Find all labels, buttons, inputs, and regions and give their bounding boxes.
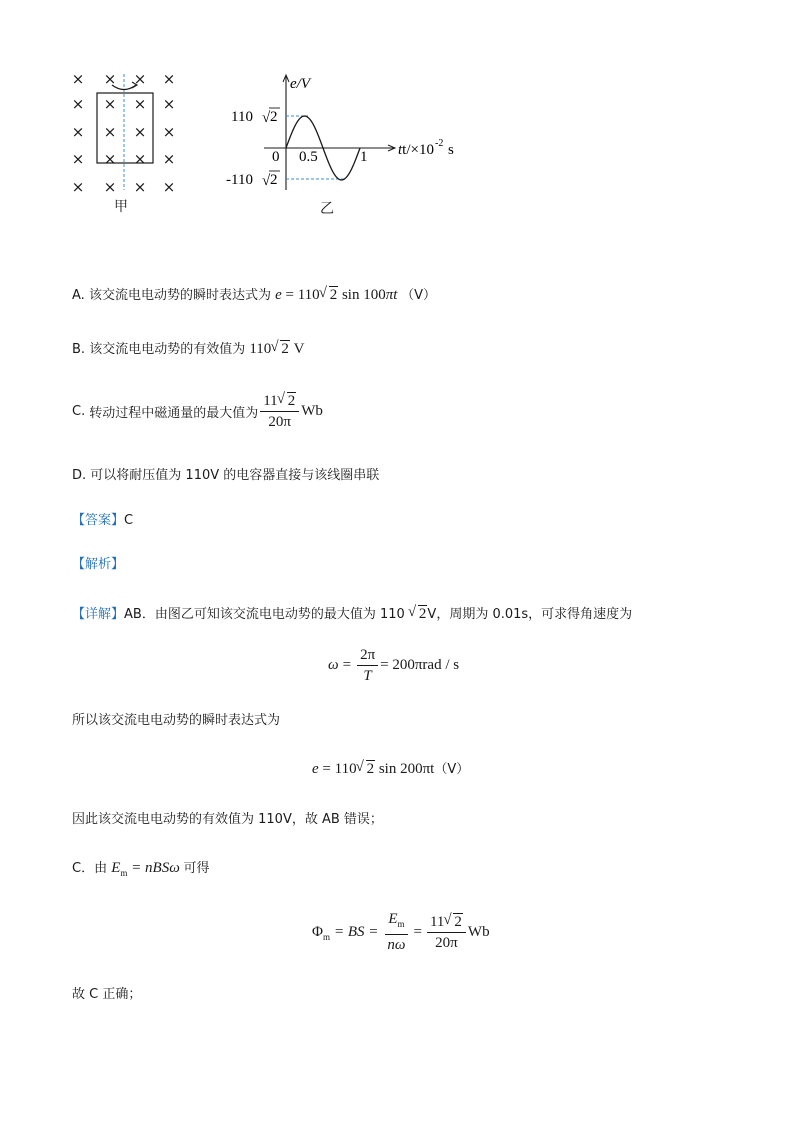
option-d-text: 可以将耐压值为 110V 的电容器直接与该线圈串联 xyxy=(90,468,380,483)
field-cross-icon: × xyxy=(162,123,176,141)
svg-text:tt/×10: tt/×10 xyxy=(398,142,434,158)
svg-text:√: √ xyxy=(262,110,271,126)
svg-text:-2: -2 xyxy=(435,138,444,149)
omega-formula: ω = $\frac{2\pi}{T}$ = 200πrad / s xyxy=(328,647,460,684)
svg-text:s: s xyxy=(448,142,454,158)
option-c-fraction: $\frac{11√ 2}{20\pi}$ xyxy=(260,392,299,431)
svg-text:110: 110 xyxy=(231,109,253,125)
phi-formula: Φ $_m$ = BS = $\frac{E_m}{n\omega}$ = $\frac{11√ 2}{20\pi}$ Wb xyxy=(312,910,490,954)
option-c-label: C. xyxy=(72,404,86,419)
field-cross-icon: × xyxy=(133,123,147,141)
field-cross-icon: × xyxy=(133,178,147,196)
field-cross-icon: × xyxy=(103,123,117,141)
tick-label-half: 0.5 xyxy=(299,149,318,165)
option-a[interactable] xyxy=(72,284,436,304)
field-cross-icon: × xyxy=(71,150,85,168)
option-b-label: B. xyxy=(72,342,86,357)
figure-jia-caption: 甲 xyxy=(114,199,128,215)
detail-line-2: 所以该交流电电动势的瞬时表达式为 xyxy=(72,713,281,728)
em-formula: $E_m = nBS\omega$ xyxy=(111,860,180,878)
y-max-label xyxy=(231,108,280,126)
figure-yi-svg xyxy=(222,66,472,196)
analysis-bracket: 【解析】 xyxy=(72,557,125,572)
option-c-unit: Wb xyxy=(301,403,323,419)
detail-line-4: C．由 $E_m = nBS\omega$ 可得 xyxy=(72,860,210,878)
svg-text:2: 2 xyxy=(270,109,278,125)
detail-bracket: 【详解】 xyxy=(72,607,125,622)
figure-yi-caption: 乙 xyxy=(320,201,334,217)
answer-value: C xyxy=(124,513,134,528)
option-d[interactable] xyxy=(72,464,379,483)
field-cross-icon: × xyxy=(133,150,147,168)
field-cross-icon: × xyxy=(103,70,117,88)
svg-text:2: 2 xyxy=(270,172,278,188)
field-cross-icon: × xyxy=(103,150,117,168)
option-d-label: D. xyxy=(72,468,87,483)
x-axis-label xyxy=(398,138,454,158)
figure-jia xyxy=(68,66,188,216)
detail-line-3: 因此该交流电电动势的有效值为 110V，故 AB 错误； xyxy=(72,812,383,827)
figure-yi xyxy=(222,66,472,216)
field-cross-icon: × xyxy=(71,95,85,113)
field-cross-icon: × xyxy=(162,70,176,88)
detail-line-1: 【详解】AB．由图乙可知该交流电电动势的最大值为 110 √ 2V，周期为 0.01s，可求得角速度为 xyxy=(72,603,632,623)
option-c[interactable] xyxy=(72,392,323,431)
option-a-label: A. xyxy=(72,288,85,303)
tick-label-one: 1 xyxy=(360,149,368,165)
option-b[interactable] xyxy=(72,338,304,358)
field-cross-icon: × xyxy=(133,70,147,88)
field-cross-icon: × xyxy=(162,150,176,168)
field-cross-icon: × xyxy=(71,178,85,196)
analysis-line xyxy=(72,553,124,572)
field-cross-icon: × xyxy=(162,178,176,196)
field-cross-icon: × xyxy=(103,178,117,196)
field-cross-icon: × xyxy=(71,123,85,141)
answer-line xyxy=(72,509,133,528)
option-b-formula: 110√ 2 xyxy=(249,341,293,357)
option-b-unit: V xyxy=(293,341,305,357)
option-c-text: 转动过程中磁通量的最大值为 xyxy=(89,406,259,421)
origin-label: 0 xyxy=(272,149,280,165)
svg-text:-110: -110 xyxy=(226,172,253,188)
figure-jia-svg xyxy=(68,66,188,216)
field-cross-icon: × xyxy=(133,95,147,113)
option-a-unit: （V） xyxy=(401,288,437,303)
svg-text:√: √ xyxy=(262,173,271,189)
answer-bracket: 【答案】 xyxy=(72,513,125,528)
y-min-label xyxy=(226,171,280,189)
e-formula: e = 110√ 2 sin 200πt（V） xyxy=(312,758,469,778)
field-cross-icon: × xyxy=(103,95,117,113)
field-cross-icon: × xyxy=(71,70,85,88)
option-b-text: 该交流电电动势的有效值为 xyxy=(89,342,246,357)
option-a-text: 该交流电电动势的瞬时表达式为 xyxy=(88,288,271,303)
option-a-formula: e = 110√ 2 sin 100πt xyxy=(275,287,401,303)
y-axis-label: e/V xyxy=(290,76,310,92)
detail-line-5: 故 C 正确； xyxy=(72,987,142,1002)
field-cross-icon: × xyxy=(162,95,176,113)
